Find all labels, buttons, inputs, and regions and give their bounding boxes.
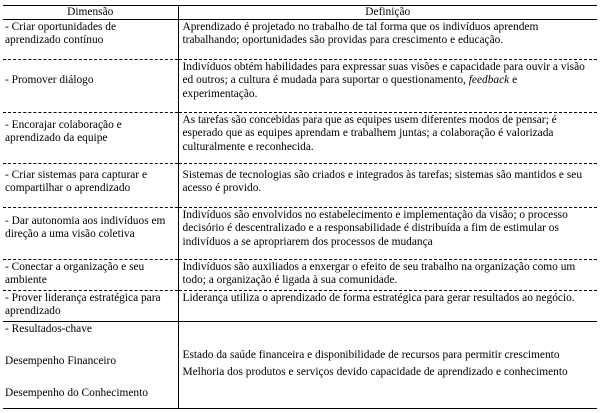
dimensions-table — [3, 5, 597, 409]
header-dimension: Dimensão — [3, 6, 178, 20]
definition-cell: Indivíduos são envolvidos no estabelecimento e implementação da visão; o processo decisório é descentralizado e a responsabilidade é distribuída a fim de estimular os indivíduos a se apropriarem dos processos de mudança — [178, 208, 597, 260]
results-item-dimension: Desempenho Financeiro — [5, 355, 117, 368]
table-row — [3, 164, 597, 208]
dimension-cell: - Prover liderança estratégica para aprendizado — [3, 291, 178, 322]
definition-text: Sistemas de tecnologias são criados e integrados às tarefas; sistemas são mantidos e seu acesso é provido. — [182, 169, 583, 195]
dimension-cell: - Conectar a organização e seu ambiente — [3, 260, 178, 291]
definition-cell: Aprendizado é projetado no trabalho de tal forma que os indivíduos aprendem trabalhando; oportunidades são providas para crescimento e educação. — [178, 20, 597, 60]
results-item-definition: Estado da saúde financeira e disponibilidade de recursos para permitir crescimento — [182, 349, 560, 362]
definition-cell: Liderança utiliza o aprendizado de forma estratégica para gerar resultados ao negócio. — [178, 291, 597, 322]
dimension-text: - Criar sistemas para capturar e compartilhar o aprendizado — [5, 169, 147, 195]
table-row — [3, 113, 597, 164]
results-item-dimension: Desempenho do Conhecimento — [5, 386, 148, 399]
definition-cell — [178, 60, 597, 113]
dimension-cell — [3, 164, 178, 208]
table-header-row — [3, 6, 597, 20]
table-row — [3, 260, 597, 291]
definition-cell — [178, 164, 597, 208]
dimension-cell — [3, 113, 178, 164]
dimension-text: - Encorajar colaboração e aprendizado da equipe — [5, 119, 122, 145]
table-row — [3, 291, 597, 322]
dimension-cell — [3, 208, 178, 260]
results-item-definition: Melhoria dos produtos e serviços devido capacidade de aprendizado e conhecimento — [182, 366, 568, 379]
header-definition: Definição — [178, 6, 597, 20]
dimension-cell — [3, 60, 178, 113]
definition-text-end: e experimentação. — [182, 74, 518, 100]
definition-italic-term: feedback — [468, 74, 510, 87]
table-row — [3, 60, 597, 113]
definition-text: Indivíduos obtém habilidades para expressar suas visões e capacidade para ouvir a visão ed outros; a cultura é mudada para suportar o questionamento, — [182, 61, 585, 87]
results-title: - Resultados-chave — [5, 323, 92, 336]
table-row — [3, 20, 597, 60]
dimension-cell: - Criar oportunidades de aprendizado contínuo — [3, 20, 178, 60]
table-row — [3, 208, 597, 260]
definition-cell: As tarefas são concebidas para que as equipes usem diferentes modos de pensar; é esperado que as equipes aprendam e trabalhem juntas; a colaboração é valorizada culturalmente e reconhecida. — [178, 113, 597, 164]
table-row-results — [3, 322, 597, 409]
definition-cell: Indivíduos são auxiliados a enxergar o efeito de seu trabalho na organização como um todo; a organização é ligada à sua comunidade. — [178, 260, 597, 291]
results-dimension-cell — [3, 322, 178, 409]
dimension-text: - Promover diálogo — [5, 74, 94, 87]
dimension-text: - Dar autonomia aos indivíduos em direção a uma visão coletiva — [5, 215, 166, 241]
results-definition-cell — [178, 322, 597, 409]
